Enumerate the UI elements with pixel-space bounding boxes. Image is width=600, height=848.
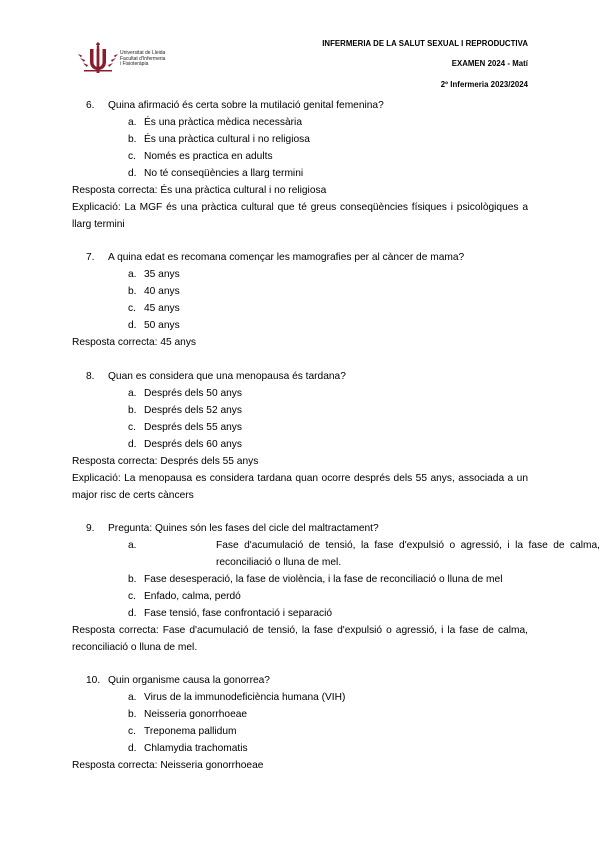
answer-option [72,300,528,317]
option-letter: c. [128,151,136,162]
option-letter: a. [128,540,137,551]
question-number: 7. [86,252,95,263]
answer-option [72,402,528,419]
option-text: Després dels 52 anys [144,405,242,416]
option-letter: a. [128,388,137,399]
question-line [72,368,528,385]
correct-answer: Resposta correcta: Neisseria gonorrhoeae [72,760,264,771]
question-block [72,672,528,774]
logo-text-line: Facultat d'Infermeria [120,55,166,62]
answer-option [72,165,528,182]
option-text: Fase d'acumulació de tensió, la fase d'expulsió o agressió, i la fase de calma, reconciliació o lluna de mel. [216,540,600,568]
option-text: 40 anys [144,286,180,297]
answer-option [72,385,528,402]
page-header [0,0,600,95]
answer-option [72,436,528,453]
option-text: Virus de la immunodeficiència humana (VIH) [144,692,346,703]
answer-option [72,723,528,740]
answer-option [72,317,528,334]
option-text: Només es practica en adults [144,151,273,162]
question-number: 6. [86,100,95,111]
option-letter: d. [128,743,137,754]
question-number: 9. [86,523,95,534]
question-number: 8. [86,371,95,382]
answer-option [72,114,528,131]
option-text: Fase desesperació, la fase de violència, i la fase de reconciliació o lluna de mel [144,574,503,585]
answer-option [72,537,600,571]
option-letter: d. [128,168,137,179]
option-letter: c. [128,591,136,602]
option-text: És una pràctica mèdica necessària [144,117,302,128]
option-letter: c. [128,303,136,314]
option-text: 50 anys [144,320,180,331]
university-logo [76,40,120,83]
answer-option [72,740,528,757]
logo-text-line: i Fisioteràpia [120,61,149,67]
option-text: 45 anys [144,303,180,314]
question-text: Quan es considera que una menopausa és tardana? [108,371,346,382]
option-letter: b. [128,405,137,416]
option-letter: a. [128,692,137,703]
exam-session: EXAMEN 2024 - Matí [451,59,528,68]
exam-content [72,97,600,774]
question-block [72,520,600,656]
answer-option [72,588,528,605]
answer-option [72,571,528,588]
logo-text-line: Universitat de Lleida [120,50,166,56]
option-letter: a. [128,269,137,280]
question-text: A quina edat es recomana començar les mamografies per al càncer de mama? [108,252,465,263]
question-text: Quina afirmació és certa sobre la mutilació genital femenina? [108,100,384,111]
answer-option [72,131,528,148]
option-letter: c. [128,726,136,737]
answer-option [72,689,528,706]
answer-option [72,266,528,283]
explanation: Explicació: La MGF és una pràctica cultural que té greus conseqüències físiques i psicològiques a llarg termini [72,202,528,230]
course-title: INFERMERIA DE LA SALUT SEXUAL I REPRODUCTIVA [322,39,528,48]
question-block [72,249,528,351]
question-block [72,368,528,504]
correct-answer: Resposta correcta: Fase d'acumulació de tensió, la fase d'expulsió o agressió, i la fase de calma, reconciliació o lluna de mel. [72,625,528,653]
option-text: Treponema pallidum [144,726,237,737]
option-letter: b. [128,574,137,585]
answer-option [72,706,528,723]
answer-option [72,605,528,622]
answer-option [72,419,528,436]
correct-answer: Resposta correcta: 45 anys [72,337,197,348]
question-text: Pregunta: Quines són les fases del cicle del maltractament? [108,523,379,534]
option-text: Després dels 60 anys [144,439,242,450]
answer-option [72,148,528,165]
option-text: Neisseria gonorrhoeae [144,709,248,720]
option-text: És una pràctica cultural i no religiosa [144,134,310,145]
question-block [72,97,528,233]
option-text: Després dels 55 anys [144,422,242,433]
option-letter: b. [128,134,137,145]
option-text: 35 anys [144,269,180,280]
question-line [72,249,528,266]
correct-answer: Resposta correcta: Després dels 55 anys [72,456,259,467]
question-text: Quin organisme causa la gonorrea? [108,675,270,686]
correct-answer: Resposta correcta: És una pràctica cultural i no religiosa [72,185,327,196]
option-letter: c. [128,422,136,433]
option-text: Enfado, calma, perdó [144,591,241,602]
option-letter: b. [128,709,137,720]
question-line [72,672,528,689]
question-line [72,97,528,114]
option-letter: d. [128,439,137,450]
explanation: Explicació: La menopausa es considera tardana quan ocorre després dels 55 anys, associada a un major risc de certs càncers [72,473,528,501]
option-text: Chlamydia trachomatis [144,743,248,754]
option-letter: d. [128,608,137,619]
option-text: Després dels 50 anys [144,388,242,399]
option-letter: d. [128,320,137,331]
option-letter: b. [128,286,137,297]
academic-year: 2º Infermeria 2023/2024 [440,80,528,89]
answer-option [72,283,528,300]
logo-text [120,51,165,68]
question-number: 10. [86,675,101,686]
option-text: No té conseqüències a llarg termini [144,168,304,179]
option-letter: a. [128,117,137,128]
option-text: Fase tensió, fase confrontació i separació [144,608,333,619]
question-line [72,520,528,537]
